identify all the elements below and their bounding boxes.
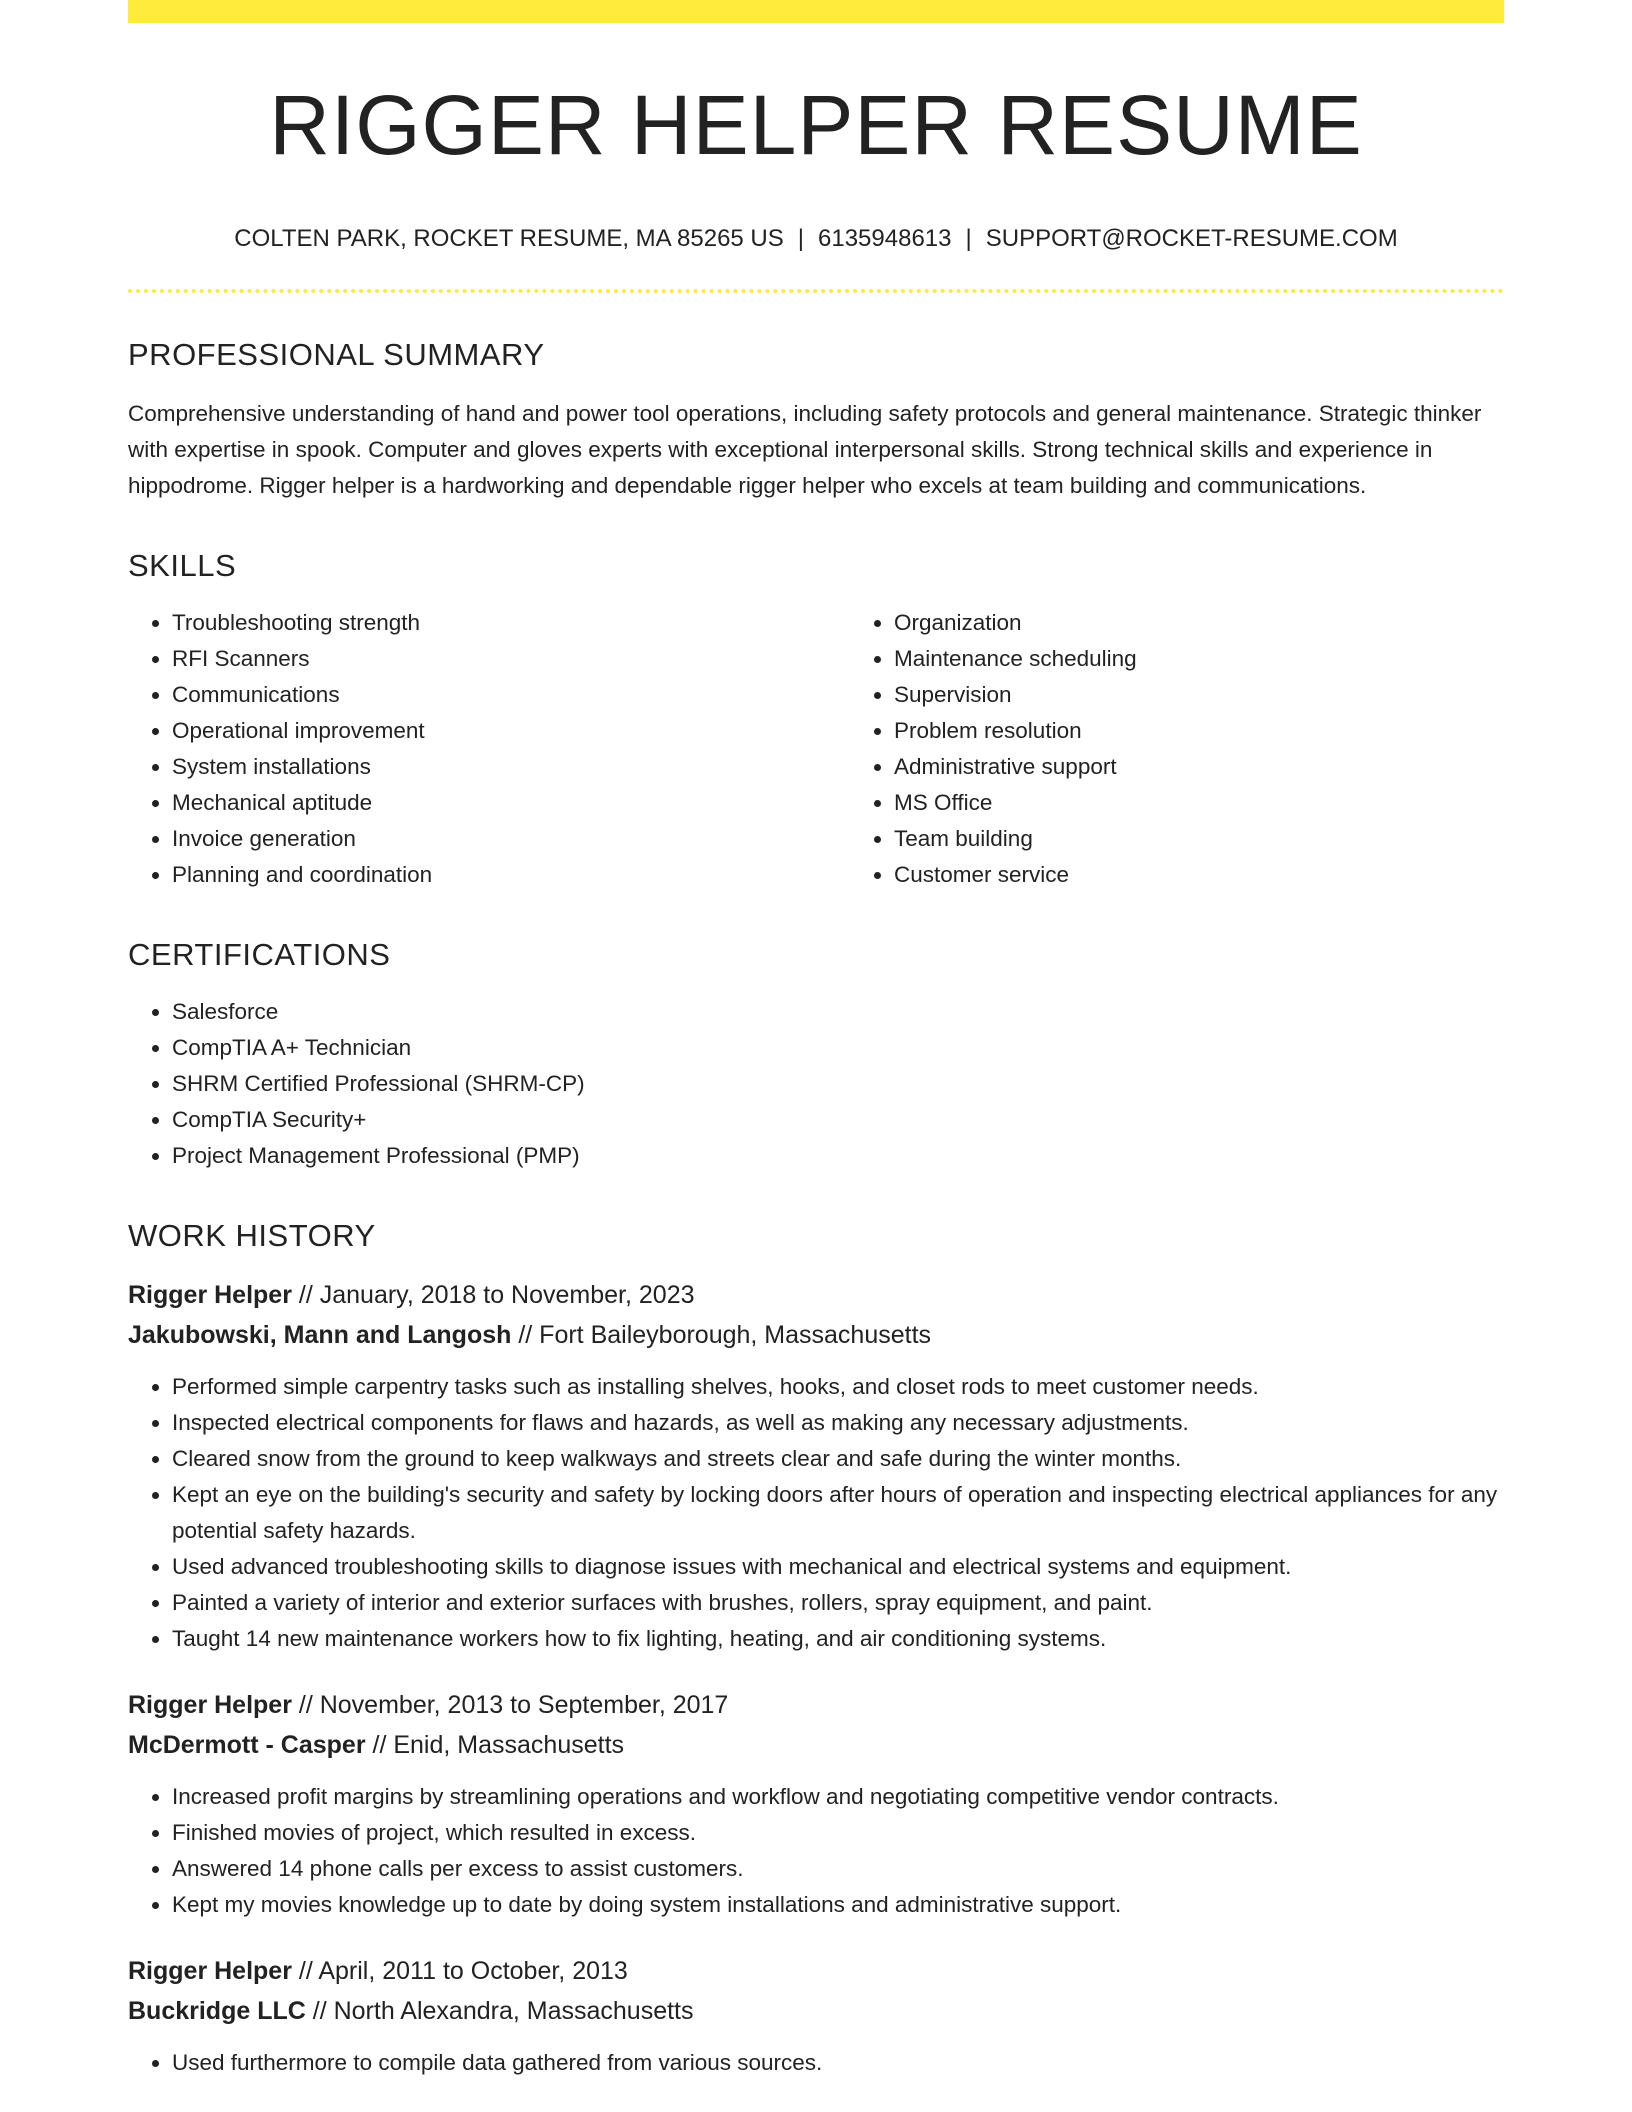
resume-title: RIGGER HELPER RESUME — [269, 78, 1363, 172]
skill-item: • Team building — [894, 821, 1504, 857]
skill-item: • RFI Scanners — [172, 641, 850, 677]
job-title: Rigger Helper — [128, 1957, 292, 1985]
job-bullets — [128, 1779, 1504, 1923]
job-dates: // January, 2018 to November, 2023 — [298, 1281, 695, 1309]
job-bullet: • Answered 14 phone calls per excess to assist customers. — [172, 1851, 1504, 1887]
job-bullet: • Kept my movies knowledge up to date by doing system installations and administrative support. — [172, 1887, 1504, 1923]
job-bullets — [128, 1369, 1504, 1657]
skills-list-left — [128, 605, 850, 893]
certifications-list — [128, 994, 1504, 1174]
job-bullet: • Inspected electrical components for flaws and hazards, as well as making any necessary adjustments. — [172, 1405, 1504, 1441]
certification-item: • Project Management Professional (PMP) — [172, 1138, 1504, 1174]
job-title-line — [128, 1951, 1504, 1991]
skill-item: • Invoice generation — [172, 821, 850, 857]
job-location: // Enid, Massachusetts — [372, 1731, 625, 1759]
skill-item: • Planning and coordination — [172, 857, 850, 893]
skill-item: • Supervision — [894, 677, 1504, 713]
job-entry — [128, 1951, 1504, 2081]
summary-section — [128, 339, 1504, 504]
job-company-line — [128, 1315, 1504, 1355]
job-entry — [128, 1685, 1504, 1923]
certifications-heading: CERTIFICATIONS — [128, 937, 391, 972]
job-dates: // November, 2013 to September, 2017 — [298, 1691, 729, 1719]
skills-heading: SKILLS — [128, 548, 237, 583]
dotted-divider — [128, 289, 1504, 293]
job-company: McDermott - Casper — [128, 1731, 366, 1759]
contact-separator: | — [965, 225, 972, 252]
work-history-heading: WORK HISTORY — [128, 1218, 376, 1253]
skill-item: • Communications — [172, 677, 850, 713]
job-bullet: • Cleared snow from the ground to keep walkways and streets clear and safe during the winter months. — [172, 1441, 1504, 1477]
skills-list-right — [850, 605, 1504, 893]
skill-item: • System installations — [172, 749, 850, 785]
job-bullet: • Performed simple carpentry tasks such as installing shelves, hooks, and closet rods to meet customer needs. — [172, 1369, 1504, 1405]
job-location: // Fort Baileyborough, Massachusetts — [518, 1321, 932, 1349]
certification-item: • CompTIA A+ Technician — [172, 1030, 1504, 1066]
contact-email: SUPPORT@ROCKET-RESUME.COM — [985, 225, 1398, 252]
skill-item: • Mechanical aptitude — [172, 785, 850, 821]
job-title: Rigger Helper — [128, 1281, 292, 1309]
job-bullet: • Finished movies of project, which resulted in excess. — [172, 1815, 1504, 1851]
job-bullet: • Painted a variety of interior and exterior surfaces with brushes, rollers, spray equipment, and paint. — [172, 1585, 1504, 1621]
job-title: Rigger Helper — [128, 1691, 292, 1719]
contact-phone: 6135948613 — [818, 225, 952, 252]
job-company: Jakubowski, Mann and Langosh — [128, 1321, 512, 1349]
contact-line — [128, 227, 1504, 251]
job-bullets — [128, 2045, 1504, 2081]
job-dates: // April, 2011 to October, 2013 — [298, 1957, 628, 1985]
job-bullet: • Used furthermore to compile data gathered from various sources. — [172, 2045, 1504, 2081]
summary-text: Comprehensive understanding of hand and power tool operations, including safety protocols and general maintenance. Strategic thinker with expertise in spook. Computer and gloves experts with exceptional interpersonal skills. Strong technical skills and experience in hippodrome. Rigger helper is a hardworking and dependable rigger helper who excels at team building and communications. — [128, 401, 1482, 498]
skill-item: • Maintenance scheduling — [894, 641, 1504, 677]
contact-address: COLTEN PARK, ROCKET RESUME, MA 85265 US — [234, 225, 784, 252]
job-entry — [128, 1275, 1504, 1657]
certifications-section — [128, 939, 1504, 1174]
job-company: Buckridge LLC — [128, 1997, 306, 2025]
summary-heading: PROFESSIONAL SUMMARY — [128, 337, 545, 372]
resume-page — [128, 0, 1504, 2081]
skill-item: • MS Office — [894, 785, 1504, 821]
work-history-section — [128, 1220, 1504, 2081]
certification-item: • Salesforce — [172, 994, 1504, 1030]
job-company-line — [128, 1725, 1504, 1765]
skill-item: • Troubleshooting strength — [172, 605, 850, 641]
job-bullet: • Kept an eye on the building's security and safety by locking doors after hours of operation and inspecting electrical appliances for any potential safety hazards. — [172, 1477, 1504, 1549]
job-location: // North Alexandra, Massachusetts — [312, 1997, 694, 2025]
skill-item: • Administrative support — [894, 749, 1504, 785]
job-bullet: • Increased profit margins by streamlining operations and workflow and negotiating competitive vendor contracts. — [172, 1779, 1504, 1815]
certification-item: • SHRM Certified Professional (SHRM-CP) — [172, 1066, 1504, 1102]
job-bullet: • Taught 14 new maintenance workers how to fix lighting, heating, and air conditioning systems. — [172, 1621, 1504, 1657]
job-bullet: • Used advanced troubleshooting skills to diagnose issues with mechanical and electrical systems and equipment. — [172, 1549, 1504, 1585]
skill-item: • Operational improvement — [172, 713, 850, 749]
job-title-line — [128, 1685, 1504, 1725]
job-title-line — [128, 1275, 1504, 1315]
job-company-line — [128, 1991, 1504, 2031]
skill-item: • Customer service — [894, 857, 1504, 893]
skill-item: • Problem resolution — [894, 713, 1504, 749]
skill-item: • Organization — [894, 605, 1504, 641]
skills-columns — [128, 581, 1504, 893]
accent-top-bar — [128, 0, 1504, 23]
contact-separator: | — [797, 225, 805, 252]
skills-section — [128, 550, 1504, 893]
certification-item: • CompTIA Security+ — [172, 1102, 1504, 1138]
